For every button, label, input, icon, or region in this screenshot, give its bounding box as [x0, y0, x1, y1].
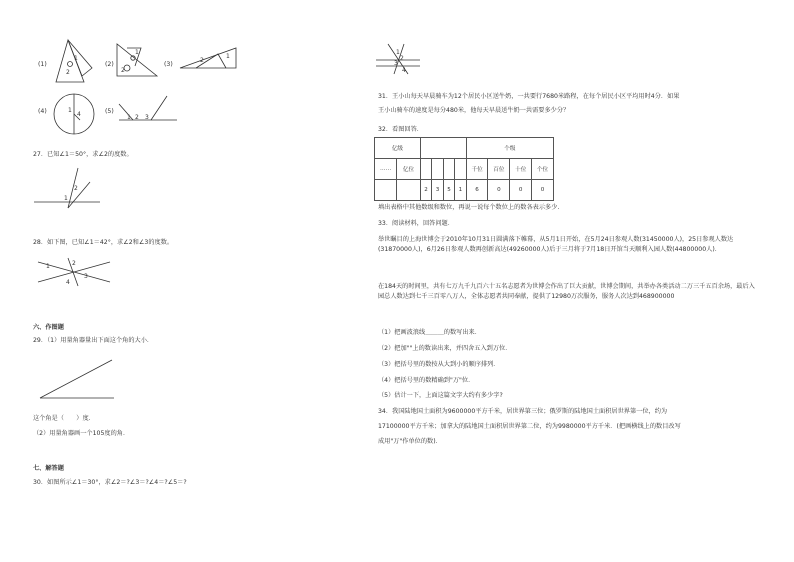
- blank-col-1: [420, 159, 431, 180]
- q27-angle-2: 2: [74, 185, 78, 192]
- q30-text: 30．如图所示∠1＝30°，求∠2＝?∠3＝?∠4＝?∠5＝?: [33, 479, 187, 486]
- digit-cell: 3: [432, 180, 443, 201]
- q33-paragraph-1: 举世瞩目的上海世博会于2010年10月31日圆满落下帷幕，从5月1日开始，在5月24日参观人数(31450000人)，25日参观人数达(31870000人)，6月26日参观人数再创新高达(49260000人)后于三月将于7月18日开馆当天顺利入园人数(44800000人)．: [378, 236, 734, 253]
- fig-5-angle-3: 3: [145, 114, 149, 121]
- q29-line-1: 29．（1）用量角器量出下面这个角的大小．: [33, 337, 154, 344]
- fig-1-angle-1: 1: [74, 55, 78, 62]
- digit-cell: 0: [488, 180, 510, 201]
- q27-figure: [34, 166, 104, 216]
- q33-paragraph-2: 在184天的时间里，共有七万九千九百六十五名志愿者为世博会作出了巨大贡献，世博会期间，共举办各类活动二万三千五百余场，最后入园总人数达到七千三百零八万人，全体志愿者共同奉献，提供了12980万次服务，服务人次达到468900000: [378, 283, 755, 300]
- fig-4-angle-4: 4: [77, 111, 81, 118]
- top-fig-angle-4: 4: [402, 67, 406, 74]
- digit-cell: 6: [466, 180, 488, 201]
- q34-line-2: 17100000平方千米；加拿大的陆地国土面积居世界第二位，约为9980000平方千米．(把画横线上的数目改写: [378, 423, 681, 430]
- q29-line-2: 这个角是（ ）度．: [33, 415, 95, 422]
- q32-caption: 填出表格中其他数级和数位，再说一说每个数位上的数各表示多少.: [378, 204, 560, 211]
- fig-1-triangles: [48, 38, 98, 88]
- q28-angle-4: 4: [66, 279, 70, 286]
- digit-cell: 2: [420, 180, 431, 201]
- fig-label-5: (5): [105, 108, 114, 115]
- td-bai-wei: 百位: [488, 159, 510, 180]
- empty-cell: [375, 180, 397, 201]
- q33-item-2: （2）把加""上的数读出来，并四舍五入到万位．: [378, 345, 512, 352]
- fig-2-angle-2: 2: [121, 67, 125, 74]
- q29-angle-figure: [38, 360, 118, 400]
- q28-figure: [34, 252, 114, 292]
- fig-3-angle-1: 1: [226, 53, 230, 60]
- blank-col-3: [443, 159, 454, 180]
- blank-col-2: [432, 159, 443, 180]
- q29-line-3: （2）用量角器画一个105度的角．: [33, 430, 130, 437]
- fig-2-triangles: [113, 42, 163, 82]
- top-fig-angle-3: 3: [394, 60, 398, 67]
- fig-label-1: (1): [38, 61, 47, 68]
- fig-4-circle: [50, 92, 100, 136]
- td-shi-wei: 十位: [510, 159, 532, 180]
- th-yi-ji: 亿级: [375, 138, 421, 159]
- digit-cell: 1: [455, 180, 466, 201]
- fig-5-angle-1: 1: [127, 114, 131, 121]
- td-yi-wei: 亿位: [397, 159, 421, 180]
- fig-3-angle-2: 2: [200, 57, 204, 64]
- fig-5-angles: [115, 92, 185, 128]
- blank-ji: [420, 138, 466, 159]
- blank-col-4: [455, 159, 466, 180]
- q28-angle-2: 2: [72, 260, 76, 267]
- fig-2-angle-1: 1: [135, 49, 139, 56]
- q33-item-5: （5）估计一下，上面这篇文字大约有多少字?: [378, 392, 503, 399]
- top-fig-angle-1: 1: [396, 49, 400, 56]
- td-ge-wei: 个位: [532, 159, 554, 180]
- q33-item-3: （3）把括号里的数按从大到小的顺序排列．: [378, 361, 500, 368]
- q27-angle-1: 1: [64, 195, 68, 202]
- fig-label-4: (4): [38, 108, 47, 115]
- q33-title: 33．阅读材料，回答问题．: [378, 220, 454, 227]
- fig-label-2: (2): [105, 61, 114, 68]
- digit-cell: 0: [532, 180, 554, 201]
- td-dots: ……: [375, 159, 397, 180]
- top-fig-angle-2: 2: [400, 55, 404, 62]
- q34-line-1: 34．我国陆地国土面积为9600000平方千米，居世界第三位；俄罗斯的陆地国土面积居世界第一位，约为: [378, 408, 668, 415]
- section-6-heading: 六、作图题: [33, 324, 64, 331]
- q27-text: 27．已知∠1＝50°，求∠2的度数。: [33, 151, 133, 158]
- fig-4-angle-1: 1: [68, 107, 72, 114]
- fig-5-angle-2: 2: [135, 114, 139, 121]
- q33-item-4: （4）把括号里的数精确到"万"位．: [378, 377, 475, 384]
- q33-item-1: （1）把画波浪线＿＿＿的数写出来．: [378, 329, 481, 336]
- right-top-figure: [374, 40, 424, 76]
- fig-3-triangles: [176, 44, 246, 74]
- fig-label-3: (3): [164, 61, 173, 68]
- q32-title: 32．看图回答．: [378, 126, 423, 133]
- q31-line-1: 31．王小山每天早晨骑车为12个居民小区送牛奶，一共要行7680米路程，在每个居民小区平均用时4分．如果: [378, 93, 680, 100]
- empty-cell: [397, 180, 421, 201]
- digit-cell: 0: [510, 180, 532, 201]
- q28-angle-3: 3: [84, 273, 88, 280]
- q28-angle-1: 1: [46, 263, 50, 270]
- digit-cell: 5: [443, 180, 454, 201]
- section-7-heading: 七、解答题: [33, 465, 64, 472]
- td-qian-wei: 千位: [466, 159, 488, 180]
- fig-1-angle-2: 2: [66, 69, 70, 76]
- th-ge-ji: 个级: [466, 138, 553, 159]
- q34-line-3: 成用"万"作单位的数)．: [378, 438, 442, 445]
- place-value-table: [374, 137, 554, 201]
- q31-line-2: 王小山骑车的速度是每分480米，他每天早晨送牛奶一共需要多少分？: [378, 107, 570, 114]
- q28-text: 28．如下图，已知∠1＝42°，求∠2和∠3的度数。: [33, 239, 174, 246]
